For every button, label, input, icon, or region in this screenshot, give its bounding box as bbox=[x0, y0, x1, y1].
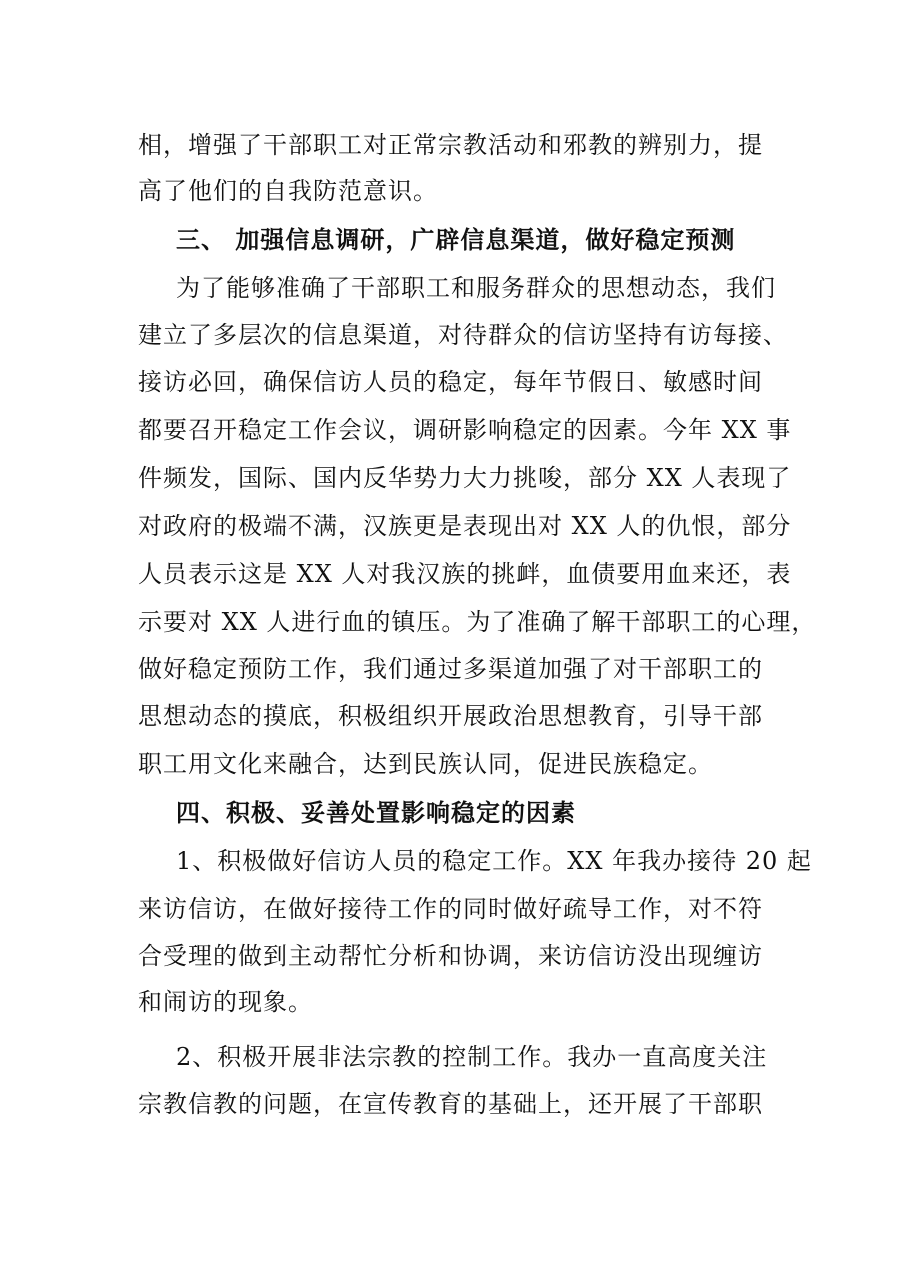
paragraph-line: 为了能够准确了干部职工和服务群众的思想动态，我们 bbox=[176, 274, 776, 302]
paragraph-line: 2、积极开展非法宗教的控制工作。我办一直高度关注 bbox=[176, 1043, 768, 1071]
paragraph-line: 接访必回，确保信访人员的稳定，每年节假日、敏感时间 bbox=[138, 368, 763, 396]
paragraph-line: 合受理的做到主动帮忙分析和协调，来访信访没出现缠访 bbox=[138, 942, 763, 970]
paragraph-line: 都要召开稳定工作会议，调研影响稳定的因素。今年 XX 事 bbox=[138, 416, 792, 444]
paragraph-line: 相，增强了干部职工对正常宗教活动和邪教的辨别力，提 bbox=[138, 131, 763, 159]
section-heading: 三、 加强信息调研，广辟信息渠道，做好稳定预测 bbox=[176, 226, 736, 254]
section-heading: 四、积极、妥善处置影响稳定的因素 bbox=[176, 799, 576, 827]
paragraph-line: 人员表示这是 XX 人对我汉族的挑衅，血债要用血来还，表 bbox=[138, 560, 792, 588]
paragraph-line: 和闹访的现象。 bbox=[138, 988, 313, 1016]
paragraph-line: 对政府的极端不满，汉族更是表现出对 XX 人的仇恨，部分 bbox=[138, 512, 792, 540]
paragraph-line: 建立了多层次的信息渠道，对待群众的信访坚持有访每接、 bbox=[138, 321, 788, 349]
paragraph-line: 示要对 XX 人进行血的镇压。为了准确了解干部职工的心理， bbox=[138, 608, 817, 636]
paragraph-line: 高了他们的自我防范意识。 bbox=[138, 177, 438, 205]
paragraph-line: 思想动态的摸底，积极组织开展政治思想教育，引导干部 bbox=[138, 702, 763, 730]
paragraph-line: 做好稳定预防工作，我们通过多渠道加强了对干部职工的 bbox=[138, 655, 763, 683]
paragraph-line: 宗教信教的问题，在宣传教育的基础上，还开展了干部职 bbox=[138, 1090, 763, 1118]
paragraph-line: 1、积极做好信访人员的稳定工作。XX 年我办接待 20 起 bbox=[176, 847, 812, 875]
paragraph-line: 件频发，国际、国内反华势力大力挑唆，部分 XX 人表现了 bbox=[138, 464, 792, 492]
paragraph-line: 来访信访，在做好接待工作的同时做好疏导工作，对不符 bbox=[138, 895, 763, 923]
paragraph-line: 职工用文化来融合，达到民族认同，促进民族稳定。 bbox=[138, 750, 713, 778]
